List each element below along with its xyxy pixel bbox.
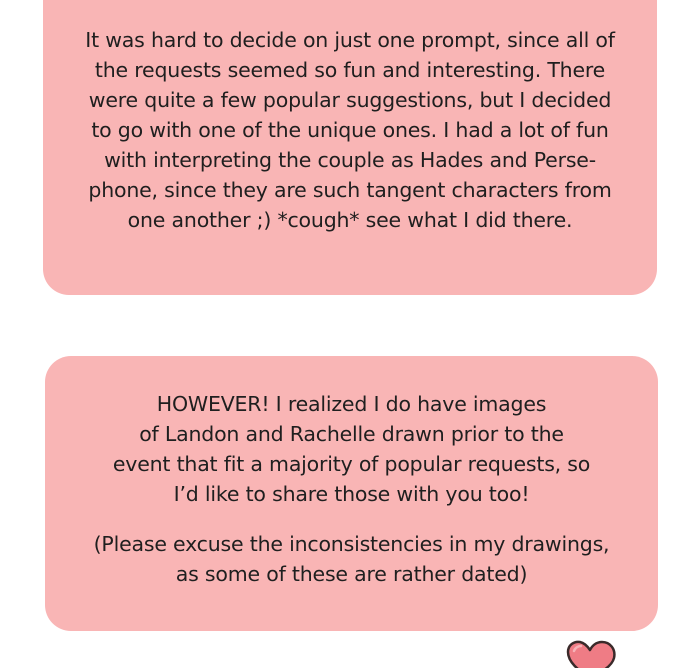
card-note: (Please excuse the inconsistencies in my drawings, as some of these are rather dated)	[93, 532, 610, 586]
heart-icon	[560, 640, 620, 668]
card-paragraph: It was hard to decide on just one prompt, since all of the requests seemed so fun and interesting. There were quite a few popular suggestions, but I decided to go with one of the unique ones. I had a lot of fun with interpreting the couple as Hades and Perse- phone, since they are such tangent characters from one another ;) *cough* see what I did there.	[85, 28, 615, 232]
card-paragraph: HOWEVER! I realized I do have images of Landon and Rachelle drawn prior to the event that fit a majority of popular requests, so I’d like to share those with you too!	[112, 392, 591, 506]
text-card-prompt-explanation	[43, 0, 657, 295]
text-card-additional-images	[45, 356, 658, 631]
